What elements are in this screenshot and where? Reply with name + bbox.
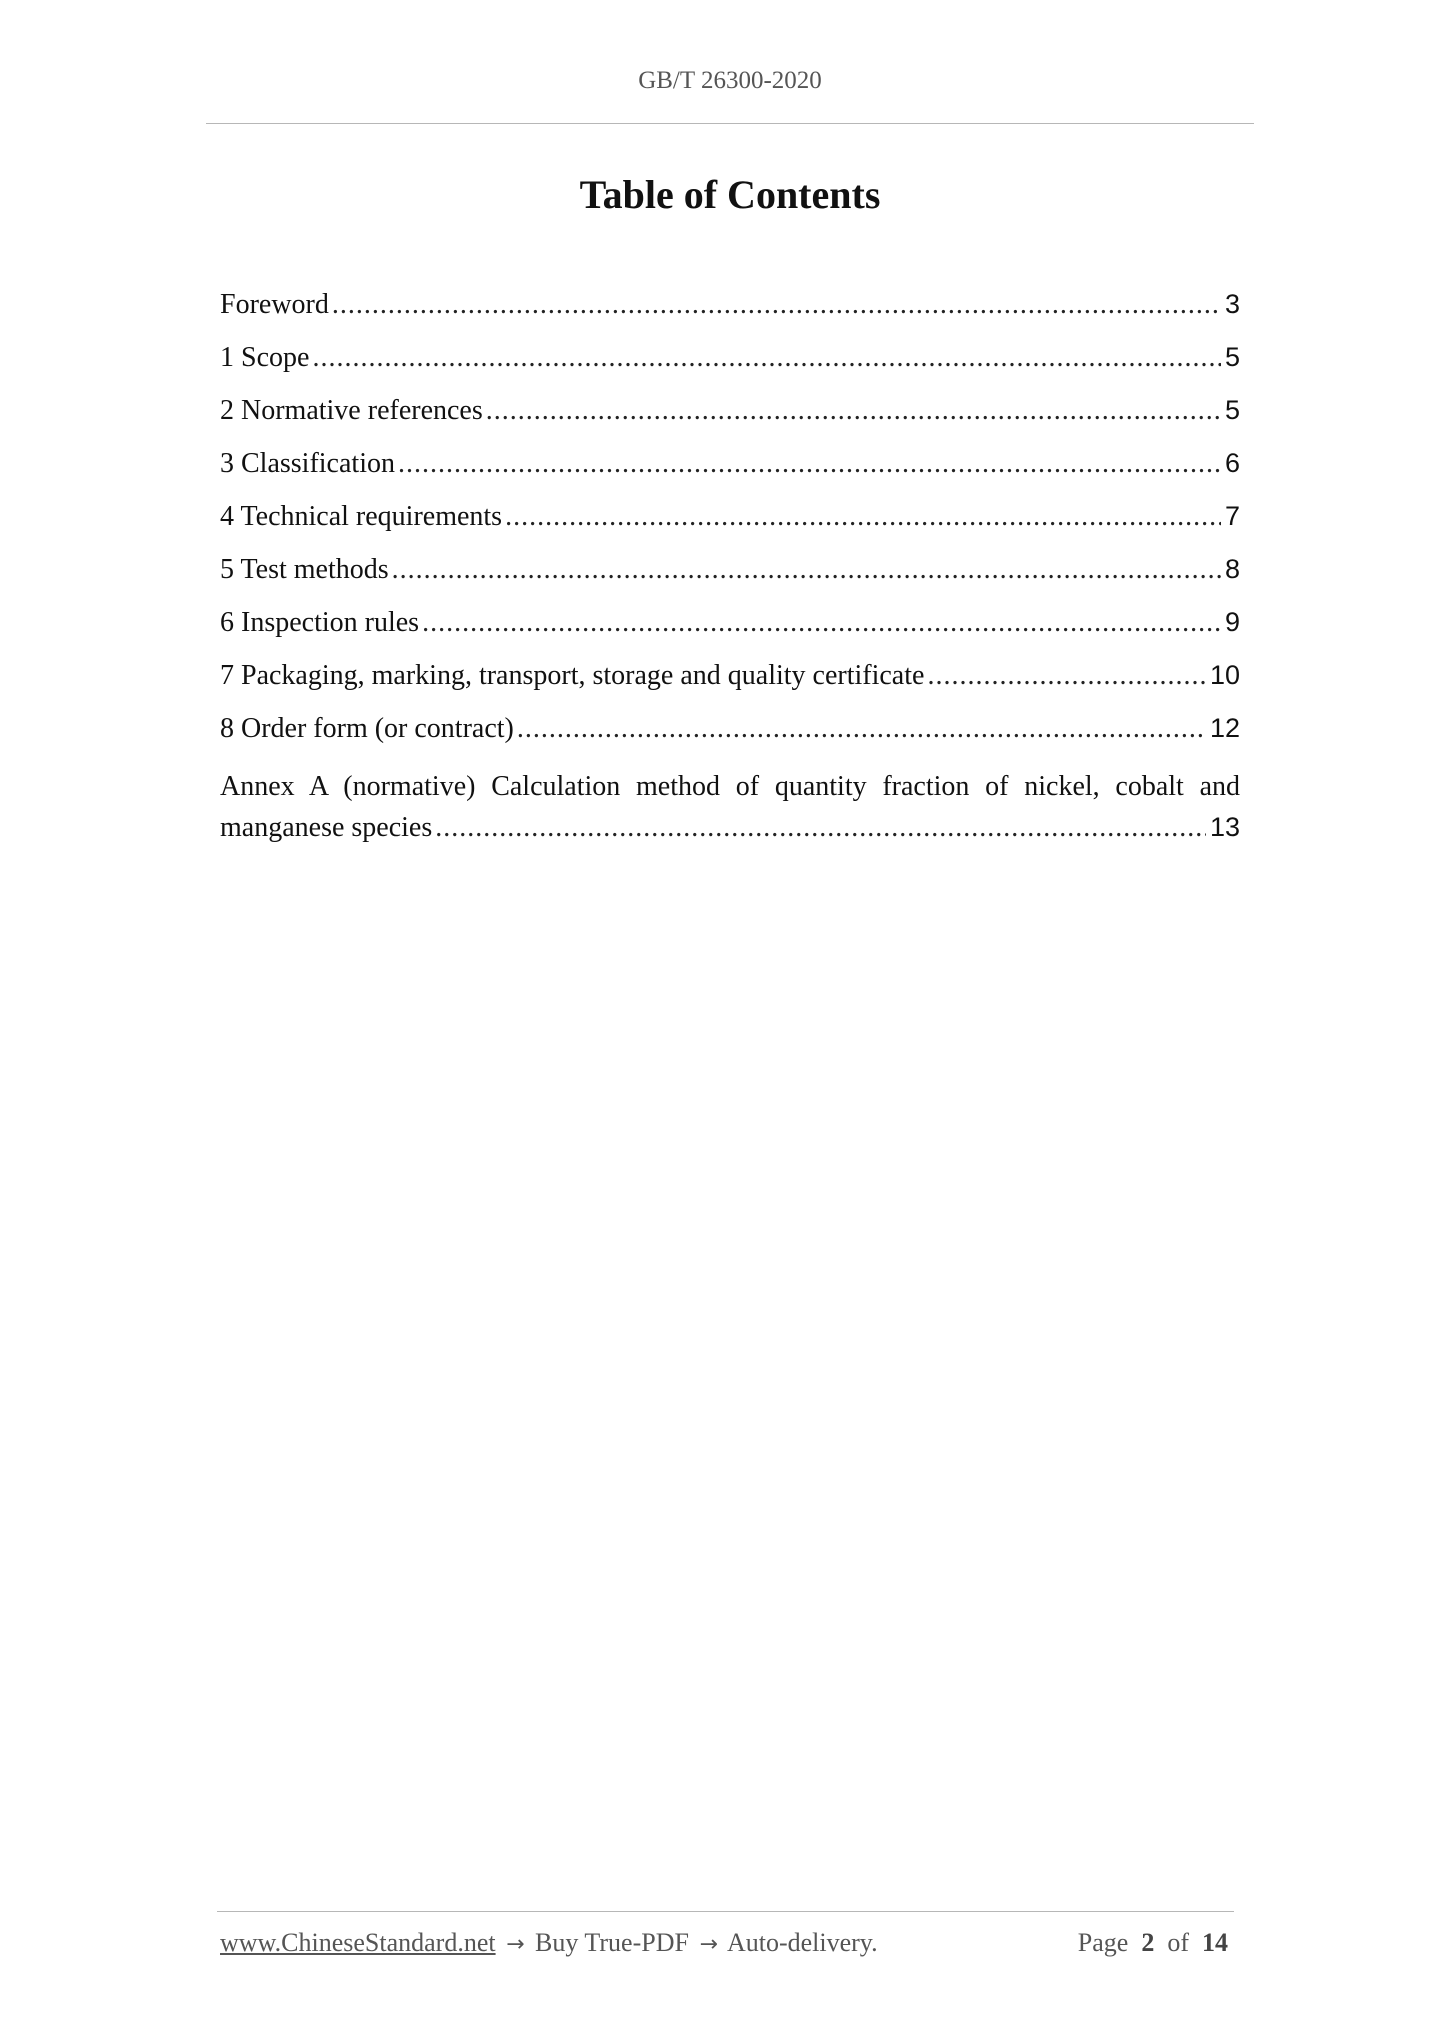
toc-page-number: 9 [1224, 607, 1240, 637]
toc-entry-text: 8 Order form (or contract) [220, 713, 514, 744]
toc-entry-normative-references[interactable] [220, 393, 1240, 446]
page-word: Page [1077, 1928, 1129, 1957]
toc-entry-text: 7 Packaging, marking, transport, storage and quality certificate [220, 660, 925, 691]
page-header [206, 66, 1254, 124]
toc-entry-test-methods[interactable] [220, 552, 1240, 605]
current-page-number: 2 [1141, 1928, 1155, 1957]
toc-entry-annex-a[interactable] [220, 767, 1240, 848]
page-title: Table of Contents [579, 172, 881, 217]
toc-entry-text: 1 Scope [220, 342, 310, 373]
toc-page-number: 8 [1224, 554, 1240, 584]
toc-dot-leader [486, 394, 1221, 428]
toc-entry-text: Foreword [220, 289, 329, 320]
table-of-contents [220, 287, 1240, 848]
arrow-right-icon: → [506, 1932, 525, 1957]
toc-entry-text: 3 Classification [220, 448, 395, 479]
toc-page-number: 7 [1224, 501, 1240, 531]
toc-entry-text-line1: Annex A (normative) Calculation method of quantity fraction of nickel, cobalt and [220, 771, 1240, 802]
toc-dot-leader [435, 808, 1206, 848]
toc-dot-leader [927, 659, 1206, 693]
toc-entry-text: 5 Test methods [220, 554, 389, 585]
toc-page-number: 13 [1209, 812, 1240, 842]
toc-entry-foreword[interactable] [220, 287, 1240, 340]
toc-dot-leader [505, 500, 1221, 534]
toc-entry-text-line2: manganese species [220, 812, 433, 843]
toc-entry-inspection-rules[interactable] [220, 605, 1240, 658]
toc-entry-line2 [220, 807, 1240, 848]
total-pages-number: 14 [1202, 1928, 1228, 1957]
arrow-right-icon: → [699, 1932, 718, 1957]
toc-dot-leader [517, 712, 1206, 746]
buy-true-pdf-text: Buy True-PDF [535, 1928, 689, 1957]
toc-page-number: 10 [1209, 660, 1240, 690]
toc-entry-classification[interactable] [220, 446, 1240, 499]
toc-dot-leader [392, 553, 1221, 587]
toc-dot-leader [332, 288, 1221, 322]
toc-dot-leader [422, 606, 1221, 640]
toc-page-number: 6 [1224, 448, 1240, 478]
toc-entry-packaging[interactable] [220, 658, 1240, 711]
auto-delivery-text: Auto-delivery. [726, 1928, 878, 1957]
toc-entry-technical-requirements[interactable] [220, 499, 1240, 552]
standard-code: GB/T 26300-2020 [638, 67, 822, 94]
toc-entry-text: 6 Inspection rules [220, 607, 420, 638]
of-word: of [1167, 1928, 1189, 1957]
toc-entry-text: 2 Normative references [220, 395, 483, 426]
toc-entry-scope[interactable] [220, 340, 1240, 393]
page-counter [1078, 1928, 1228, 1958]
toc-page-number: 5 [1224, 342, 1240, 372]
toc-dot-leader [312, 341, 1221, 375]
website-link[interactable]: www.ChineseStandard.net [220, 1928, 496, 1957]
toc-dot-leader [398, 447, 1221, 481]
footer-promo [220, 1928, 878, 1958]
toc-page-number: 5 [1224, 395, 1240, 425]
toc-entry-text: 4 Technical requirements [220, 501, 503, 532]
toc-page-number: 3 [1224, 289, 1240, 319]
toc-page-number: 12 [1209, 713, 1240, 743]
page-footer [217, 1911, 1234, 1963]
toc-entry-order-form[interactable] [220, 711, 1240, 764]
